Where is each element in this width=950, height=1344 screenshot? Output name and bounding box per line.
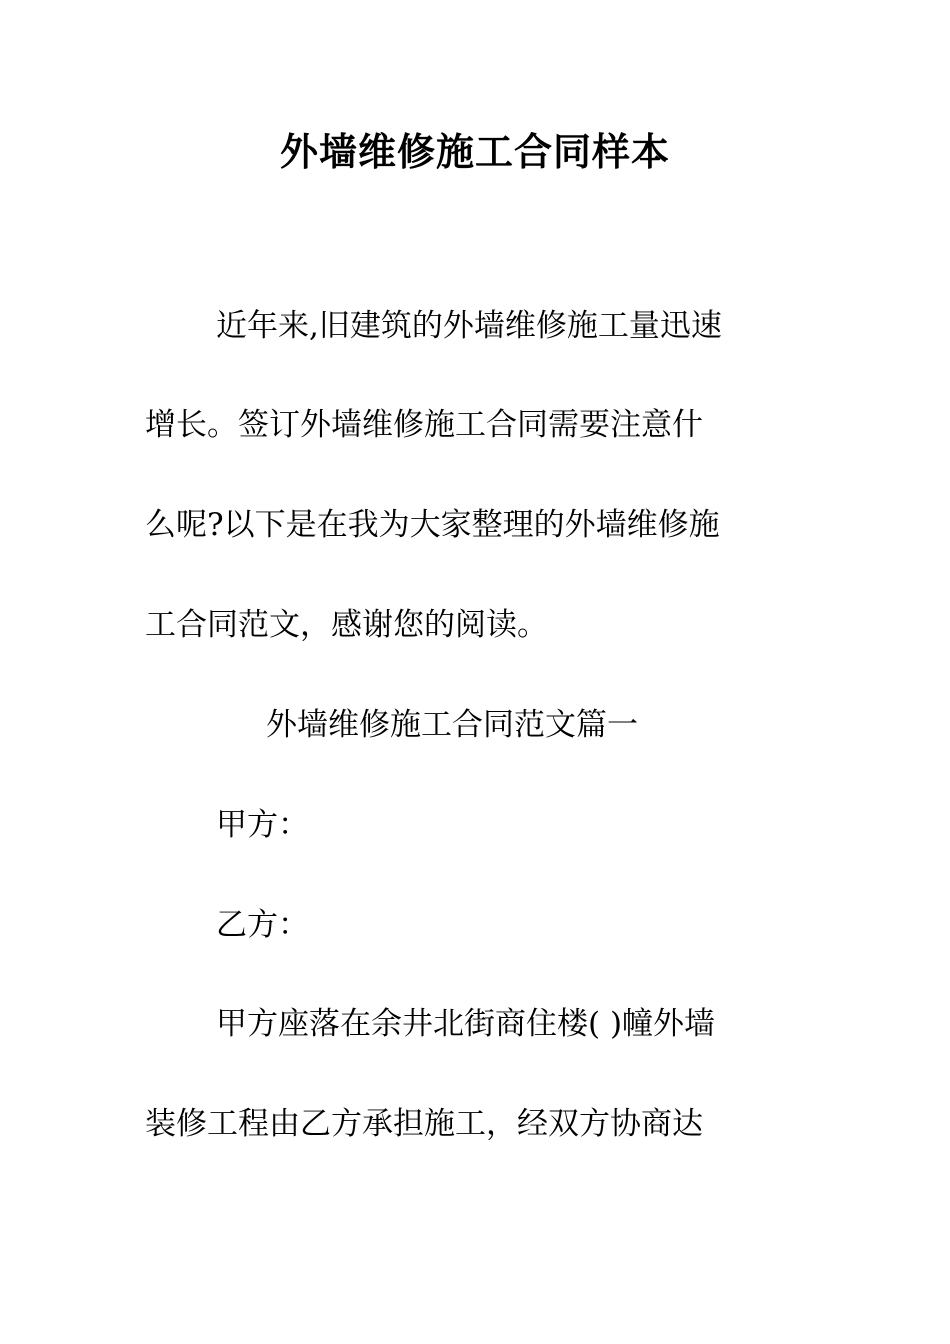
paragraph-line: 工合同范文，感谢您的阅读。 — [145, 607, 548, 643]
paragraph-line: 近年来,旧建筑的外墙维修施工量迅速 — [216, 308, 722, 344]
paragraph-line: 么呢?以下是在我为大家整理的外墙维修施 — [145, 507, 720, 543]
paragraph-line: 甲方座落在余井北街商住楼( )幢外墙 — [216, 1006, 716, 1042]
party-a-label: 甲方： — [216, 807, 309, 843]
section-heading: 外墙维修施工合同范文篇一 — [266, 707, 638, 743]
document-title: 外墙维修施工合同样本 — [279, 129, 670, 174]
party-b-label: 乙方： — [216, 907, 309, 943]
paragraph-line: 增长。签订外墙维修施工合同需要注意什 — [145, 407, 703, 443]
paragraph-line: 装修工程由乙方承担施工，经双方协商达 — [145, 1106, 703, 1142]
